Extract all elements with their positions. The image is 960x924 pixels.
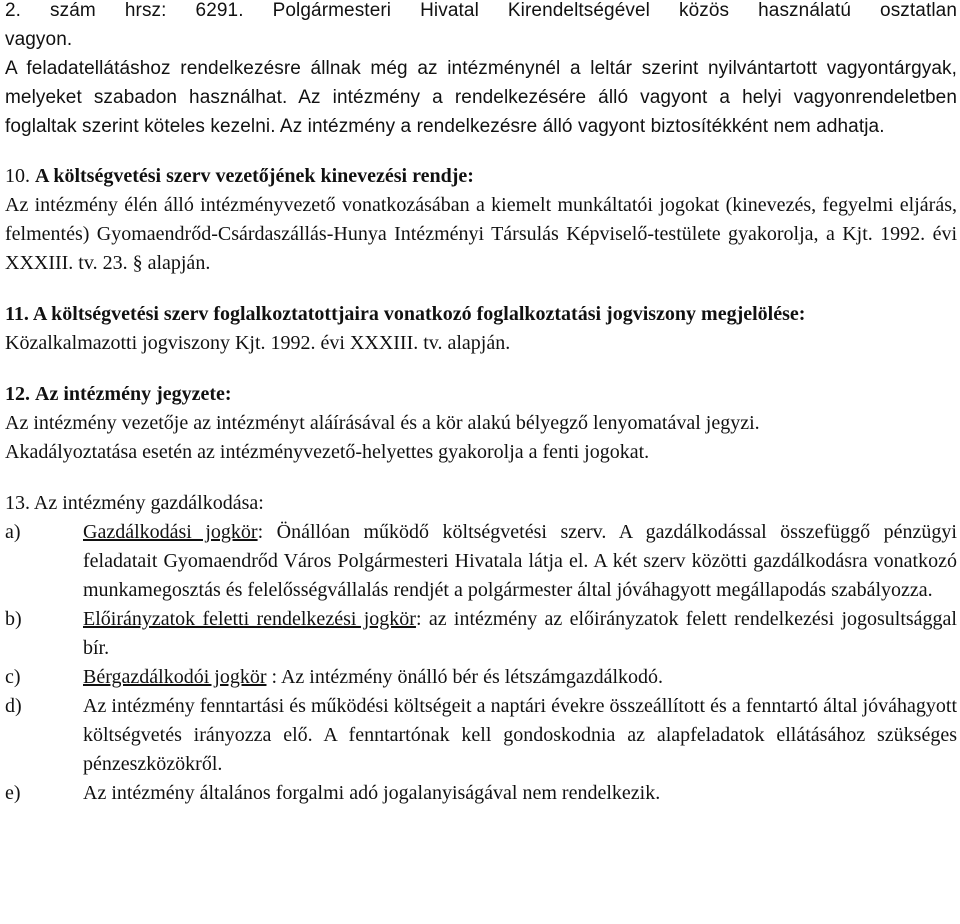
section-13-heading: Az intézmény gazdálkodása:	[33, 492, 264, 514]
list-item-text: : az intézmény az előirányzatok felett rendelkezési jogosultsággal bír.	[83, 608, 957, 659]
list-item	[5, 663, 957, 692]
section-11	[5, 300, 957, 358]
section-10-text: Az intézmény élén álló intézményvezető vonatkozásában a kiemelt munkáltatói jogokat (kinevezés, fegyelmi eljárás, felmentés) Gyomaendrőd-Csárdaszállás-Hunya Intézményi Társulás Képviselő-testülete gyakorolja, a Kjt. 1992. évi XXXIII. tv. 23. § alapján.	[5, 194, 957, 274]
section-11-text: Közalkalmazotti jogviszony Kjt. 1992. évi XXXIII. tv. alapján.	[5, 332, 511, 354]
section-10-heading-line	[5, 162, 957, 191]
list-item	[5, 692, 957, 779]
list-item-marker: d)	[5, 695, 22, 717]
section-11-heading-line	[5, 300, 957, 329]
list-item-term: Előirányzatok feletti rendelkezési jogkör	[83, 608, 416, 630]
list-item-text: : Önállóan működő költségvetési szerv. A gazdálkodással összefüggő pénzügyi feladatait Gyomaendrőd Város Polgármesteri Hivatala látja el. A két szerv közötti gazdálkodásra vonatkozó munkamegosztás és felelősségvállalás rendjét a polgármester által jóváhagyott megállapodás szabályozza.	[83, 521, 957, 601]
section-10	[5, 162, 957, 278]
intro-paragraph: A feladatellátáshoz rendelkezésre állnak még az intézménynél a leltár szerint nyilvántartott vagyontárgyak, melyeket szabadon használhat. Az intézmény a rendelkezésére álló vagyont a helyi vagyonrendeletben foglaltak szerint köteles kezelni. Az intézmény a rendelkezésre álló vagyont biztosítékként nem adhatja.	[5, 58, 957, 137]
list-item-text: Az intézmény általános forgalmi adó jogalanyiságával nem rendelkezik.	[83, 782, 661, 804]
intro-block	[5, 0, 957, 141]
list-item-marker: b)	[5, 608, 22, 630]
section-10-heading: A költségvetési szerv vezetőjének kinevezési rendje:	[35, 165, 474, 187]
list-item-text: : Az intézmény önálló bér és létszámgazdálkodó.	[266, 666, 664, 688]
list-item	[5, 605, 957, 663]
section-11-number: 11.	[5, 303, 29, 325]
section-12	[5, 380, 957, 467]
section-13-number: 13.	[5, 492, 30, 514]
section-12-heading: Az intézmény jegyzete:	[35, 383, 232, 405]
list-item-marker: e)	[5, 782, 21, 804]
list-item-term: Bérgazdálkodói jogkör	[83, 666, 267, 688]
section-12-line-2: Akadályoztatása esetén az intézményvezető-helyettes gyakorolja a fenti jogokat.	[5, 441, 650, 463]
section-11-heading: A költségvetési szerv foglalkoztatottjaira vonatkozó foglalkoztatási jogviszony megjelölése:	[32, 303, 806, 325]
intro-line-1: 2. szám hrsz: 6291. Polgármesteri Hivatal Kirendeltségével közös használatú osztatlan	[5, 0, 957, 21]
section-12-line-1: Az intézmény vezetője az intézményt aláírásával és a kör alakú bélyegző lenyomatával jegyzi.	[5, 412, 760, 434]
list-item-text: Az intézmény fenntartási és működési költségeit a naptári évekre összeállított és a fenntartó által jóváhagyott költségvetés irányozza elő. A fenntartónak kell gondoskodnia az alapfeladatok ellátásához szükséges pénzeszközökről.	[83, 695, 957, 775]
list-item-term: Gazdálkodási jogkör	[83, 521, 258, 543]
intro-line-1b: vagyon.	[5, 29, 73, 50]
document-page	[5, 0, 957, 808]
section-12-heading-line	[5, 380, 957, 409]
list-item-marker: a)	[5, 521, 21, 543]
list-item	[5, 518, 957, 605]
section-13	[5, 489, 957, 808]
section-12-number: 12.	[5, 383, 30, 405]
section-10-number: 10.	[5, 165, 30, 187]
section-13-heading-line	[5, 489, 957, 518]
list-item-marker: c)	[5, 666, 21, 688]
list-item	[5, 779, 957, 808]
